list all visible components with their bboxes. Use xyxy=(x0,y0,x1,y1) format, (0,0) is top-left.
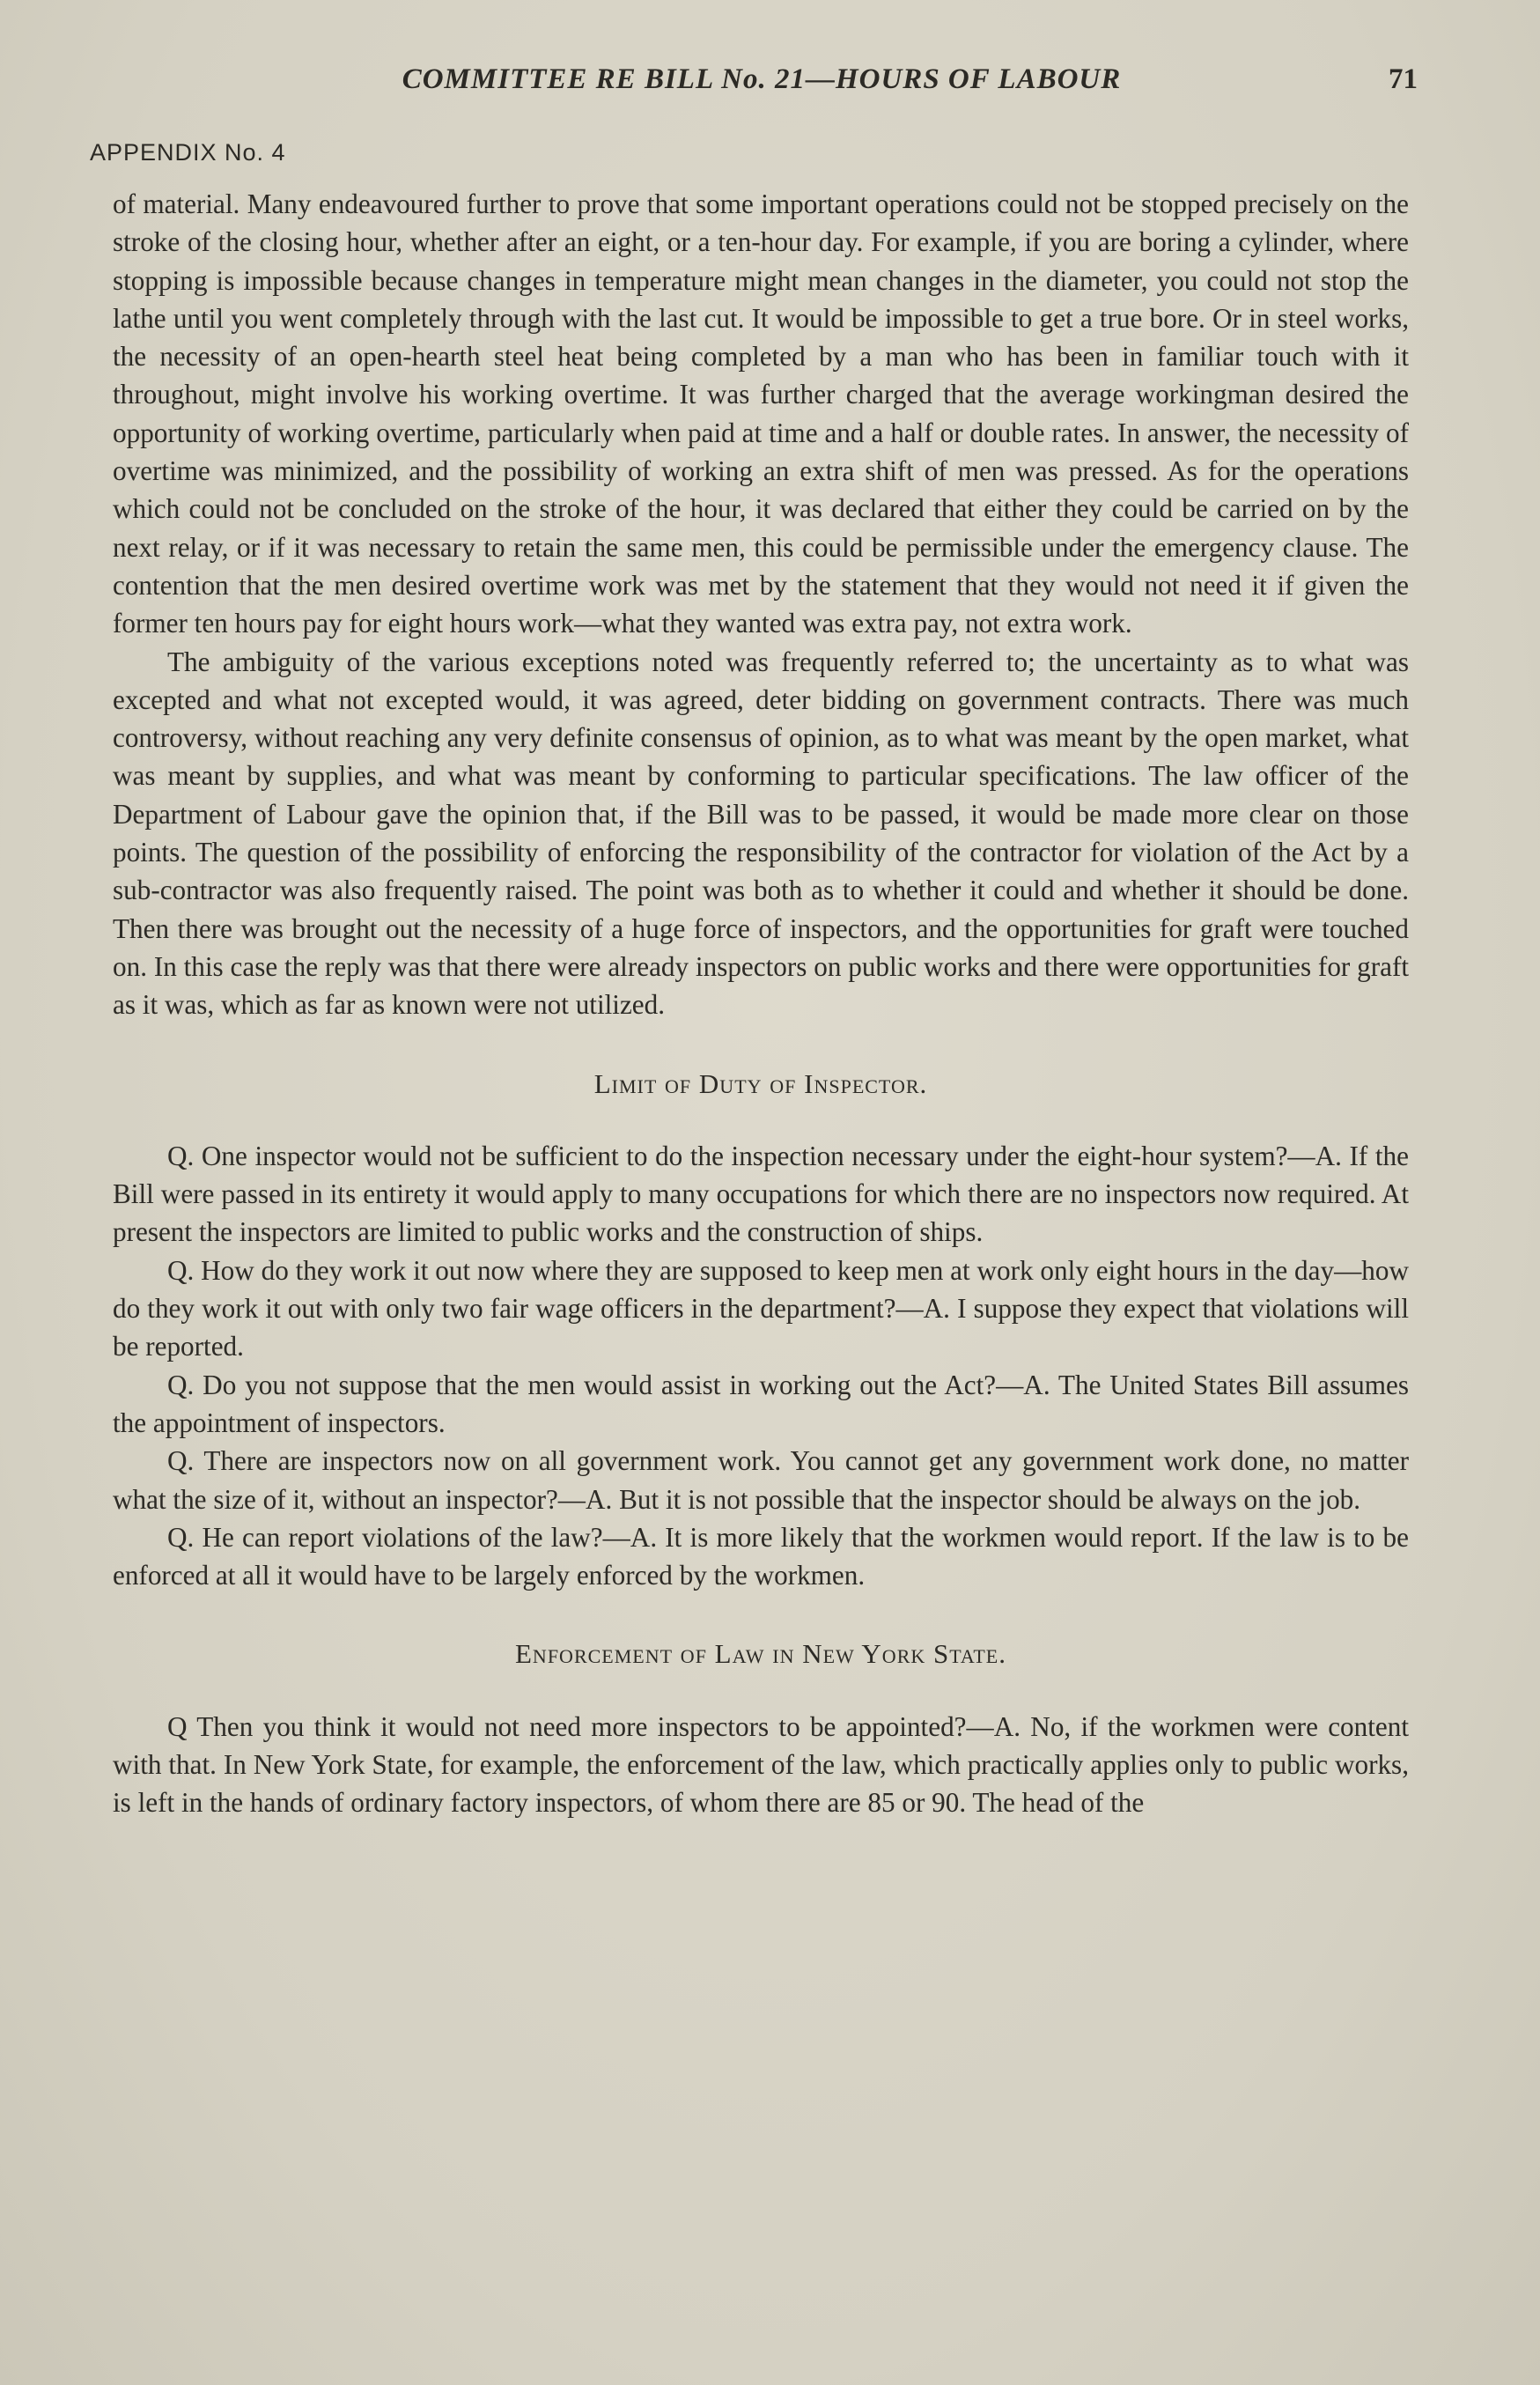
page-number: 71 xyxy=(1389,63,1418,95)
question-answer: Q Then you think it would not need more inspectors to be appointed?—A. No, if the workmen were content with that. In New York State, for example, the enforcement of the law, which practically applies only to public works, is left in the hands of ordinary factory inspectors, of whom there are 85 or 90. The head of the xyxy=(113,1710,1409,1819)
question-answer: Q. How do they work it out now where they are supposed to keep men at work only eight hours in the day—how do they work it out with only two fair wage officers in the department?—A. I suppose they expect that violations will be reported. xyxy=(113,1254,1409,1362)
paragraph: of material. Many endeavoured further to prove that some important operations could not be stopped precisely on the stroke of the closing hour, whether after an eight, or a ten-hour day. For example, if you are boring a cylinder, where stopping is impossible because changes in temperature might mean changes in the diameter, you could not stop the lathe until you went completely through with the last cut. It would be impossible to get a true bore. Or in steel works, the necessity of an open-hearth steel heat being completed by a man who has been in familiar touch with it throughout, might involve his working overtime. It was further charged that the average workingman desired the opportunity of working overtime, particularly when paid at time and a half or double rates. In answer, the necessity of overtime was minimized, and the possibility of working an extra shift of men was pressed. As for the operations which could not be concluded on the stroke of the hour, it was declared that either they could be carried on by the next relay, or if it was necessary to retain the same men, this could be permissible under the emergency clause. The contention that the men desired overtime work was met by the statement that they would not need it if given the former ten hours pay for eight hours work—what they wanted was extra pay, not extra work. xyxy=(113,188,1409,639)
appendix-label: APPENDIX No. 4 xyxy=(90,139,286,166)
question-answer: Q. There are inspectors now on all government work. You cannot get any government work done, no matter what the size of it, without an inspector?—A. But it is not possible that the inspector should be always on the job. xyxy=(113,1445,1409,1515)
question-answer: Q. Do you not suppose that the men would assist in working out the Act?—A. The United States Bill assumes the appointment of inspectors. xyxy=(113,1369,1409,1438)
section-heading: Limit of Duty of Inspector. xyxy=(593,1067,928,1099)
paragraph: The ambiguity of the various exceptions noted was frequently referred to; the uncertainty as to what was excepted and what not excepted would, it was agreed, deter bidding on government contracts. There was much controversy, without reaching any very definite consensus of opinion, as to what was meant by the open market, what was meant by supplies, and what was meant by conforming to particular specifications. The law officer of the Department of Labour gave the opinion that, if the Bill was to be passed, it would be made more clear on those points. The question of the possibility of enforcing the responsibility of the contractor for violation of the Act by a sub-contractor was also frequently raised. The point was both as to whether it could and whether it should be done. Then there was brought out the necessity of a huge force of inspectors, and the opportunities for graft were touched on. In this case the reply was that there were already inspectors on public works and there were opportunities for graft as it was, which as far as known were not utilized. xyxy=(113,646,1409,1021)
question-answer: Q. He can report violations of the law?—A. It is more likely that the workmen would report. If the law is to be enforced at all it would have to be largely enforced by the workmen. xyxy=(113,1521,1409,1591)
section-heading: Enforcement of Law in New York State. xyxy=(515,1638,1006,1670)
running-header xyxy=(106,63,1418,107)
body-text xyxy=(113,185,1409,1822)
question-answer: Q. One inspector would not be sufficient to do the inspection necessary under the eight-hour system?—A. If the Bill were passed in its entirety it would apply to many occupations for which there are no inspectors now required. At present the inspectors are limited to public works and the construction of ships. xyxy=(113,1140,1409,1248)
running-title: COMMITTEE RE BILL No. 21—HOURS OF LABOUR xyxy=(402,63,1122,95)
